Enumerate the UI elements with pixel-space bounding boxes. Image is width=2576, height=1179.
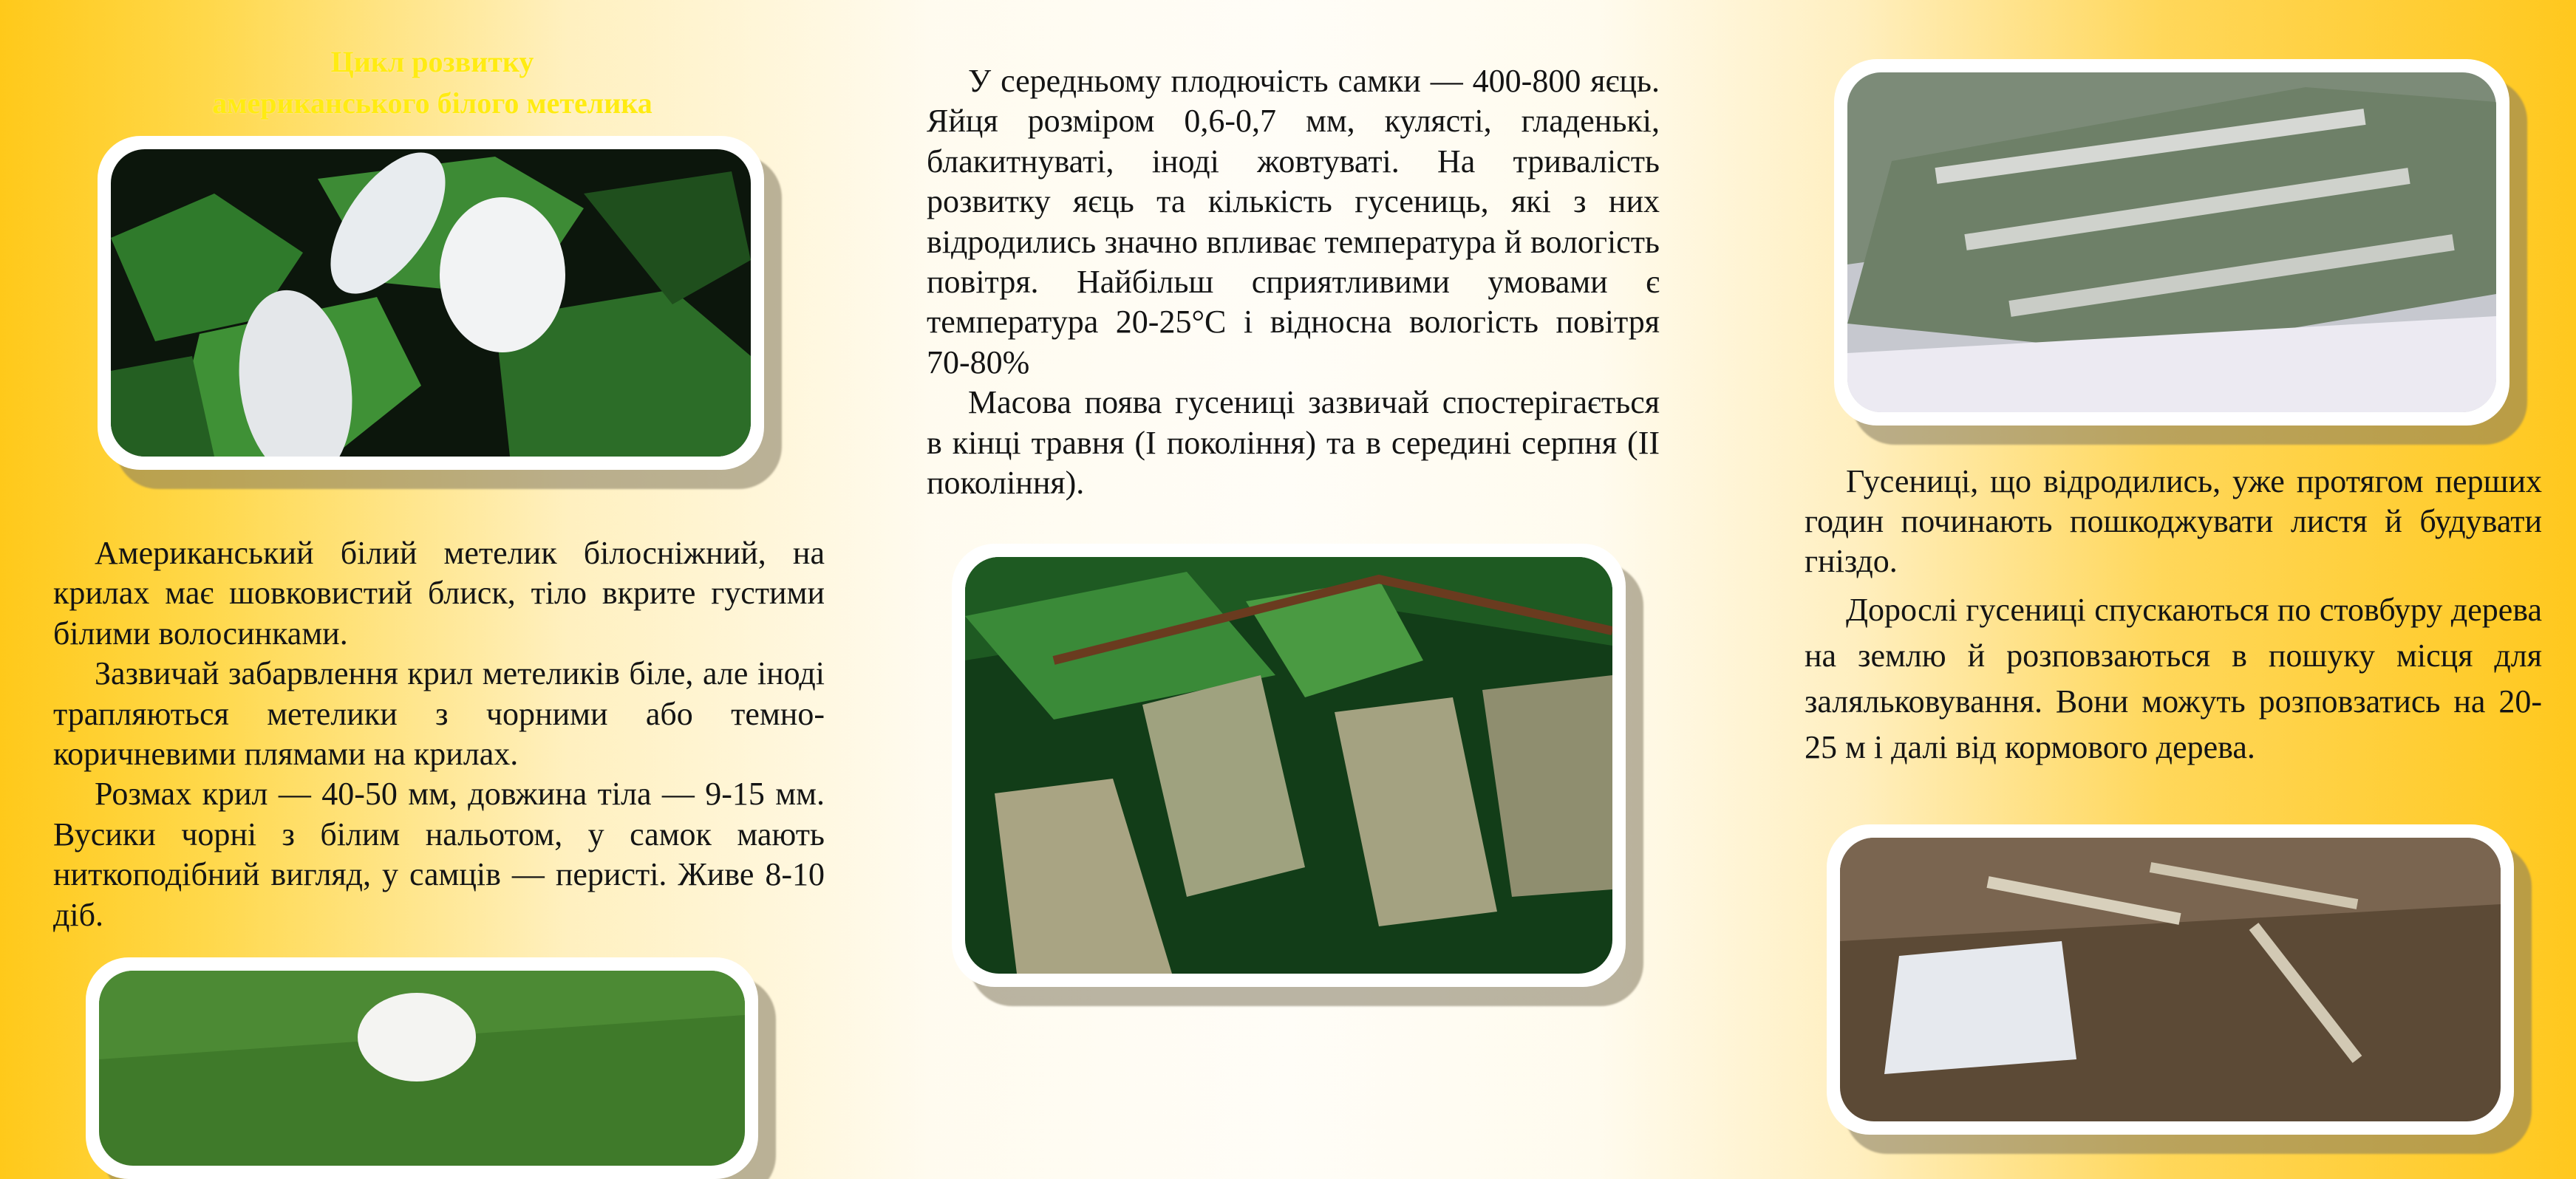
- right-paragraph-2: Дорослі гусениці спускаються по стовбуру дерева на землю й розповзаються в пошуку місця для заляльковування. Вони можуть розповзатись на 20-25 м і далі від кормового дерева.: [1805, 592, 2542, 765]
- title-line-1: Цикл розвитку: [330, 45, 534, 78]
- left-paragraph-1: Американський білий метелик білосніжний, на крилах має шовковистий блиск, тіло вкрите густими білими волосинками.: [53, 535, 825, 652]
- middle-column-text: [927, 61, 1660, 503]
- photo-frame-moths: [98, 136, 764, 470]
- title-line-2: американського білого метелика: [212, 86, 652, 120]
- caterpillars-on-branch-image: [1847, 72, 2496, 412]
- larvae-on-leaves-image: [965, 557, 1612, 974]
- right-column-text: [1805, 462, 2542, 770]
- left-column-text: [53, 533, 825, 935]
- photo-frame-nest: [1827, 824, 2514, 1135]
- white-moths-on-leaves-image: [111, 149, 751, 457]
- left-paragraph-2: Зазвичай забарвлення крил метеликів біле, але іноді трапляються метелики з чорними або темно-коричневими плямами на крилах.: [53, 655, 825, 773]
- middle-paragraph-2: Масова поява гусениці зазвичай спостерігається в кінці травня (І покоління) та в середині серпня (ІІ покоління).: [927, 384, 1660, 502]
- photo-frame-caterpillar: [86, 957, 758, 1179]
- left-paragraph-3: Розмах крил — 40-50 мм, довжина тіла — 9-15 мм. Вусики чорні з білим нальотом, у самок мають ниткоподібний вигляд, у самців — перисті. Живе 8-10 діб.: [53, 776, 825, 933]
- caterpillar-on-leaf-image: [99, 971, 745, 1166]
- middle-paragraph-1: У середньому плодючість самки — 400-800 яєць. Яйця розміром 0,6-0,7 мм, кулясті, гладенькі, блакитнуваті, іноді жовтуваті. На тривалість розвитку яєць та кількість гусениць, які з них відродились значно впливає температура й вологість повітря. Найбільш сприятливими умовами є температура 20-25°С і відносна вологість повітря 70-80%: [927, 63, 1660, 380]
- caterpillars-in-nest-image: [1840, 838, 2501, 1121]
- photo-frame-branch: [1834, 59, 2509, 426]
- page-title: [111, 41, 754, 124]
- right-paragraph-1: Гусениці, що відродились, уже протягом перших годин починають пошкоджувати листя й будувати гніздо.: [1805, 463, 2542, 579]
- photo-frame-larvae: [952, 544, 1626, 987]
